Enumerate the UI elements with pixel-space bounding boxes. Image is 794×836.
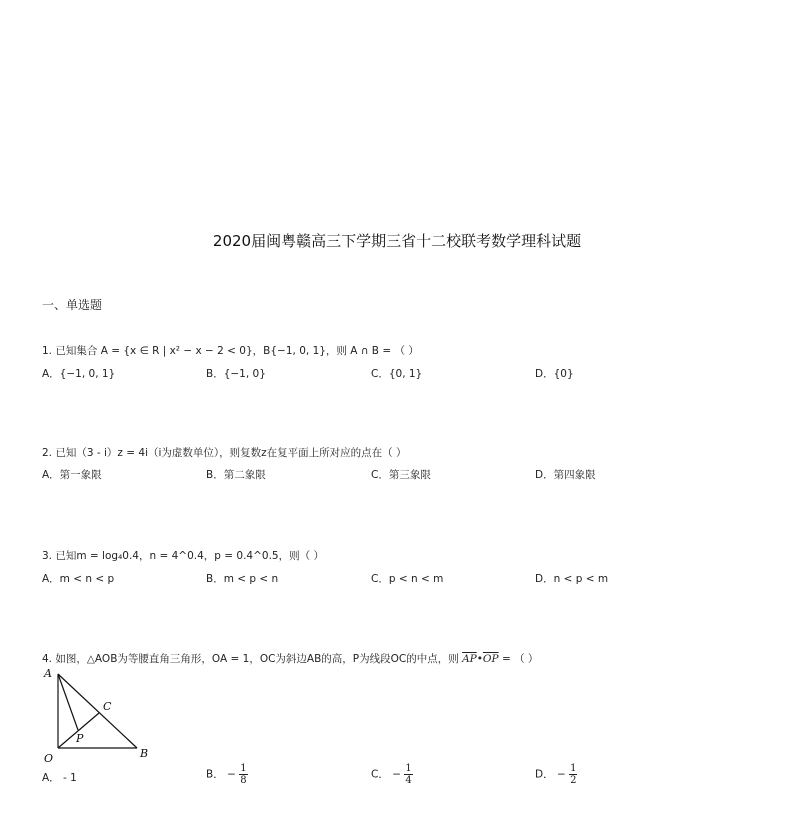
question-2-option-a: A．第一象限 bbox=[42, 469, 102, 481]
minus-sign: − bbox=[556, 768, 566, 781]
document-title: 2020届闽粤赣高三下学期三省十二校联考数学理科试题 bbox=[212, 232, 582, 250]
question-4-option-c bbox=[371, 763, 413, 786]
label-p: P bbox=[76, 732, 84, 745]
question-3-option-c: C．p < n < m bbox=[371, 573, 444, 585]
fraction bbox=[404, 763, 412, 786]
question-1-option-b: B．{−1, 0} bbox=[206, 368, 266, 380]
question-3-option-d: D．n < p < m bbox=[535, 573, 609, 585]
numerator: 1 bbox=[405, 763, 412, 774]
fraction bbox=[569, 763, 577, 786]
question-1-option-c: C．{0, 1} bbox=[371, 368, 423, 380]
question-1-stem: 1. 已知集合 A = {x ∈ R | x² − x − 2 < 0}，B{−1, 0, 1}，则 A ∩ B = （ ） bbox=[42, 345, 419, 357]
numerator: 1 bbox=[240, 763, 247, 774]
denominator: 4 bbox=[405, 775, 412, 786]
label-o: O bbox=[44, 752, 54, 765]
segment-ap bbox=[58, 674, 78, 730]
question-1-option-a: A．{−1, 0, 1} bbox=[42, 368, 116, 380]
question-3-option-a: A．m < n < p bbox=[42, 573, 115, 585]
denominator: 8 bbox=[240, 775, 247, 786]
question-2-option-b: B．第二象限 bbox=[206, 469, 266, 481]
question-3-stem: 3. 已知m = log₄0.4，n = 4^0.4，p = 0.4^0.5，则（ ） bbox=[42, 550, 324, 562]
label-c: C bbox=[103, 700, 112, 713]
option-value: - 1 bbox=[63, 772, 77, 784]
question-2-option-d: D．第四象限 bbox=[535, 469, 596, 481]
question-4-stem-end: = （ ） bbox=[498, 653, 539, 665]
option-letter: A． bbox=[42, 772, 60, 784]
section-heading: 一、单选题 bbox=[42, 298, 103, 312]
question-4-option-d bbox=[535, 763, 577, 786]
label-a: A bbox=[44, 667, 52, 680]
question-4-stem-text: 4. 如图，△AOB为等腰直角三角形，OA = 1，OC为斜边AB的高，P为线段OC的中点，则 bbox=[42, 653, 463, 665]
denominator: 2 bbox=[570, 775, 577, 786]
dot-operator: • bbox=[476, 653, 483, 665]
minus-sign: − bbox=[227, 768, 236, 781]
label-b: B bbox=[140, 747, 149, 760]
option-letter: D． bbox=[535, 768, 554, 781]
question-2-option-c: C．第三象限 bbox=[371, 469, 431, 481]
question-3-option-b: B．m < p < n bbox=[206, 573, 279, 585]
vector-op: $\overline{OP}$ bbox=[482, 653, 499, 665]
question-2-stem: 2. 已知（3 - i）z = 4i（i为虚数单位），则复数z在复平面上所对应的点在（ ） bbox=[42, 447, 407, 459]
question-4-option-b bbox=[206, 763, 248, 786]
minus-sign: − bbox=[392, 768, 401, 781]
question-4-stem bbox=[42, 651, 538, 666]
vector-ap: $\overline{AP}$ bbox=[462, 653, 477, 665]
fraction bbox=[239, 763, 247, 786]
triangle-figure bbox=[40, 666, 160, 766]
option-letter: C． bbox=[371, 768, 389, 781]
question-1-option-d: D．{0} bbox=[535, 368, 574, 380]
question-4-option-a bbox=[42, 770, 77, 785]
option-letter: B． bbox=[206, 768, 224, 781]
numerator: 1 bbox=[570, 763, 577, 774]
side-ab bbox=[58, 674, 137, 748]
